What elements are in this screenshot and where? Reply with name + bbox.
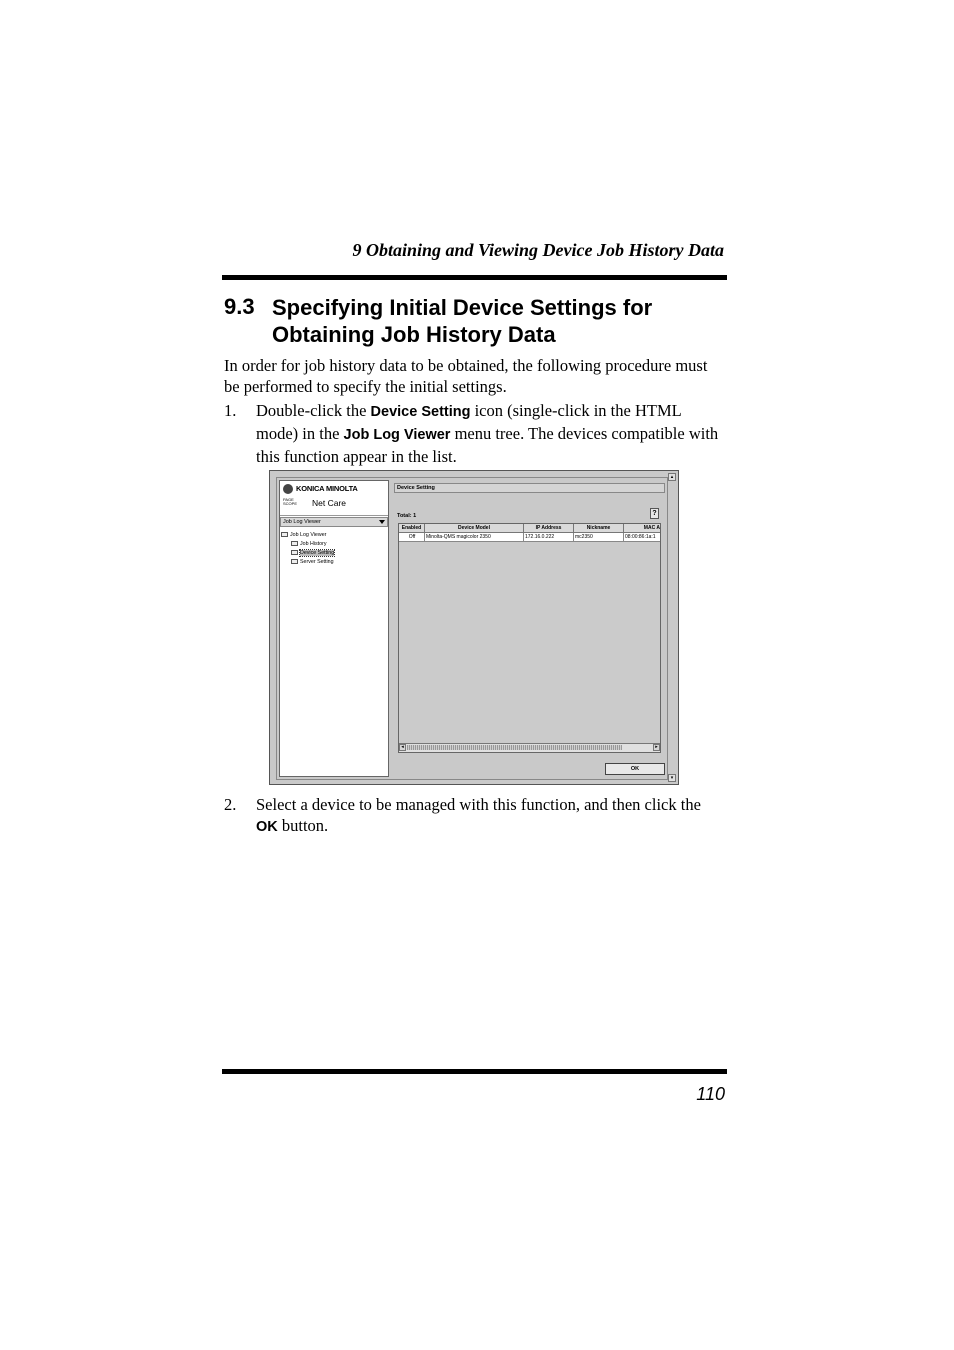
navigation-pane — [279, 480, 389, 777]
ok-button[interactable]: OK — [605, 763, 665, 775]
menu-tree — [281, 531, 387, 567]
step-1 — [224, 400, 724, 466]
column-header-mac-address[interactable]: MAC A — [624, 524, 661, 533]
content-pane — [394, 480, 665, 777]
ui-term-device-setting: Device Setting — [370, 404, 471, 420]
folder-icon — [291, 559, 298, 564]
footer-rule — [222, 1069, 727, 1074]
product-name: Net Care — [312, 498, 347, 508]
app-screenshot — [269, 470, 679, 785]
step-text-part: Double-click the — [256, 401, 371, 420]
table-header — [399, 524, 661, 533]
column-header-device-model[interactable]: Device Model — [425, 524, 524, 533]
running-header: 9 Obtaining and Viewing Device Job History Data — [352, 240, 724, 260]
scroll-right-icon[interactable]: ▸ — [653, 744, 660, 751]
header-rule — [222, 275, 727, 280]
column-header-enabled[interactable]: Enabled — [399, 524, 425, 533]
tree-item-label: Server Setting — [300, 559, 334, 565]
column-header-nickname[interactable]: Nickname — [574, 524, 624, 533]
step-text-part: Select a device to be managed with this function, and then click the — [256, 795, 701, 814]
intro-paragraph: In order for job history data to be obtained, the following procedure must be performed to specify the initial settings. — [224, 356, 708, 396]
horizontal-scrollbar[interactable] — [399, 743, 660, 752]
cell-mac-address: 08:00:86:1a:1 — [624, 533, 661, 542]
step-text — [256, 794, 726, 838]
folder-icon — [291, 550, 298, 555]
step-text-part: menu tree. The devices compatible with this function appear in the list. — [256, 424, 719, 466]
tree-item-label: Job Log Viewer — [290, 532, 327, 538]
total-count: Total: 1 — [397, 513, 417, 519]
tree-item-device-setting[interactable] — [281, 549, 387, 558]
cell-nickname: mc2350 — [574, 533, 624, 542]
help-button[interactable]: ? — [650, 508, 659, 519]
tree-item-server-setting[interactable] — [281, 558, 387, 567]
chevron-down-icon[interactable] — [379, 520, 385, 524]
step-number: 2. — [224, 795, 237, 814]
pagescope-label: PAGE SCOPE — [283, 497, 298, 506]
step-text-part: icon (single-click in the HTML mode) in the — [256, 401, 682, 443]
section-title-line2: Obtaining Job History Data — [272, 322, 556, 347]
ui-term-job-log-viewer: Job Log Viewer — [343, 427, 451, 443]
logo-area — [280, 481, 388, 516]
scroll-left-icon[interactable]: ◂ — [399, 744, 406, 751]
section-number: 9.3 — [224, 294, 255, 319]
step-text — [256, 400, 726, 467]
tree-item-label: Device Setting — [300, 550, 335, 556]
folder-icon — [281, 532, 288, 537]
step-2 — [224, 794, 724, 838]
konica-minolta-logo-icon — [283, 484, 293, 494]
scroll-down-icon[interactable]: ▾ — [668, 774, 676, 782]
cell-enabled[interactable]: Off — [399, 533, 425, 542]
section-title-line1: Specifying Initial Device Settings for — [272, 295, 653, 320]
app-window — [276, 477, 668, 780]
tree-item-job-log-viewer[interactable] — [281, 531, 387, 540]
ui-term-ok: OK — [256, 819, 278, 835]
table-row[interactable] — [399, 533, 661, 542]
tree-item-label: Job History — [300, 541, 327, 547]
panel-title: Device Setting — [394, 483, 665, 493]
scroll-thumb[interactable] — [407, 745, 622, 750]
menu-select-label: Job Log Viewer — [283, 519, 321, 525]
page-number: 110 — [696, 1084, 725, 1104]
folder-icon — [291, 541, 298, 546]
column-header-ip-address[interactable]: IP Address — [524, 524, 574, 533]
scroll-up-icon[interactable]: ▴ — [668, 473, 676, 481]
menu-select[interactable] — [280, 517, 388, 527]
section-title — [272, 294, 722, 348]
cell-device-model: Minolta-QMS magicolor 2350 — [425, 533, 524, 542]
device-table — [398, 523, 661, 753]
step-number: 1. — [224, 401, 237, 420]
brand-name: KONICA MINOLTA — [296, 484, 358, 493]
tree-item-job-history[interactable] — [281, 540, 387, 549]
cell-ip-address: 172.16.0.222 — [524, 533, 574, 542]
step-text-part: button. — [277, 816, 329, 835]
